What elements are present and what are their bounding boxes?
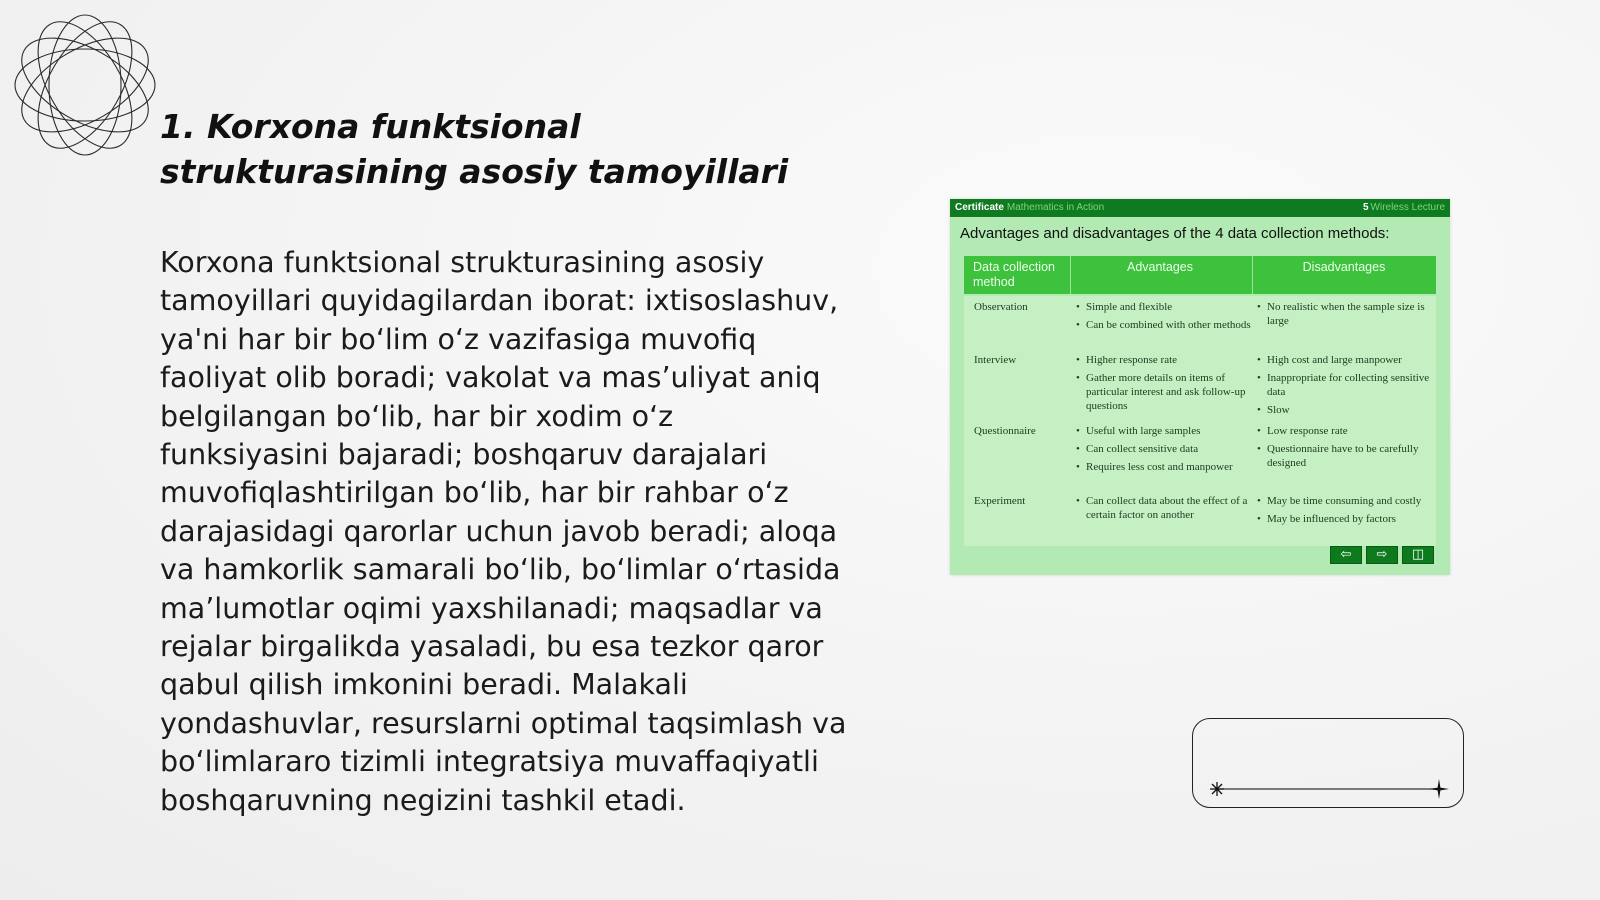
circular-line-ornament-icon — [10, 10, 160, 160]
column-header-advantages: Advantages — [1126, 260, 1194, 274]
embedded-nav-buttons — [1326, 545, 1434, 563]
column-header-method: Data collection method — [973, 260, 1055, 289]
method-cell: Experiment — [974, 495, 1026, 507]
embedded-slide-image — [950, 199, 1450, 575]
list-item: • Questionnaire have to be carefully designed — [1257, 442, 1435, 470]
disadvantages-cell — [1257, 300, 1435, 332]
advantages-cell — [1076, 424, 1251, 478]
sparkle-icon — [1210, 782, 1224, 796]
menu-icon: ◫ — [1402, 546, 1434, 564]
method-cell: Interview — [974, 354, 1017, 366]
advantages-cell — [1076, 494, 1251, 526]
list-item: • Can collect data about the effect of a certain factor on another — [1076, 494, 1251, 522]
list-item: • Gather more details on items of particular interest and ask follow-up questions — [1076, 371, 1251, 413]
list-item: • Slow — [1257, 403, 1435, 417]
list-item: • Useful with large samples — [1076, 424, 1251, 438]
disadvantages-cell — [1257, 353, 1435, 421]
decorative-frame — [1192, 718, 1464, 808]
disadvantages-cell — [1257, 494, 1435, 530]
slide-title: 1. Korxona funktsional strukturasining asosiy tamoyillari — [160, 107, 789, 191]
list-item: • Can collect sensitive data — [1076, 442, 1251, 456]
list-item: • Simple and flexible — [1076, 300, 1251, 314]
plus-star-icon — [1429, 779, 1449, 799]
list-item: • May be time consuming and costly — [1257, 494, 1435, 508]
list-item: • No realistic when the sample size is large — [1257, 300, 1435, 328]
advantages-cell — [1076, 353, 1251, 417]
embedded-table-header — [964, 256, 1436, 294]
embedded-table-body — [964, 296, 1436, 546]
list-item: • Inappropriate for collecting sensitive data — [1257, 371, 1435, 399]
method-cell: Questionnaire — [974, 425, 1036, 437]
list-item: • Higher response rate — [1076, 353, 1251, 367]
method-cell: Observation — [974, 301, 1028, 313]
prev-arrow-icon: ⇦ — [1330, 546, 1362, 564]
slide-body-text: Korxona funktsional strukturasining asosiy tamoyillari quyidagilardan iborat: ixtisoslashuv, ya'ni har bir bo‘lim o‘z vazifasiga muvofiq faoliyat olib boradi; vakolat va mas’uliyat aniq belgilangan bo‘lib, har bir xodim o‘z funksiyasini bajaradi; boshqaruv darajalari muvofiqlashtirilgan bo‘lib, har bir rahbar o‘z darajasidagi qarorlar uchun javob beradi; aloqa va hamkorlik samarali bo‘lib, bo‘limlar o‘rtasida ma’lumotlar oqimi yaxshilanadi; maqsadlar va rejalar birgalikda yasaladi, bu esa tezkor qaror qabul qilish imkonini beradi. Malakali yondashuvlar, resurslarni optimal taqsimlash va bo‘limlararo tizimli integratsiya muvaffaqiyatli boshqaruvning negizini tashkil etadi. — [160, 246, 847, 817]
embedded-header-right: 5 Wireless Lecture — [1362, 202, 1445, 213]
list-item: • Can be combined with other methods — [1076, 318, 1251, 332]
disadvantages-cell — [1257, 424, 1435, 474]
next-arrow-icon: ⇨ — [1366, 546, 1398, 564]
list-item: • Requires less cost and manpower — [1076, 460, 1251, 474]
list-item: • May be influenced by factors — [1257, 512, 1435, 526]
embedded-header-left: Certificate Mathematics in Action — [955, 202, 1105, 213]
column-header-disadvantages: Disadvantages — [1302, 260, 1386, 274]
list-item: • High cost and large manpower — [1257, 353, 1435, 367]
list-item: • Low response rate — [1257, 424, 1435, 438]
advantages-cell — [1076, 300, 1251, 336]
embedded-caption: Advantages and disadvantages of the 4 data collection methods: — [960, 225, 1390, 242]
embedded-header-bar — [950, 199, 1450, 217]
